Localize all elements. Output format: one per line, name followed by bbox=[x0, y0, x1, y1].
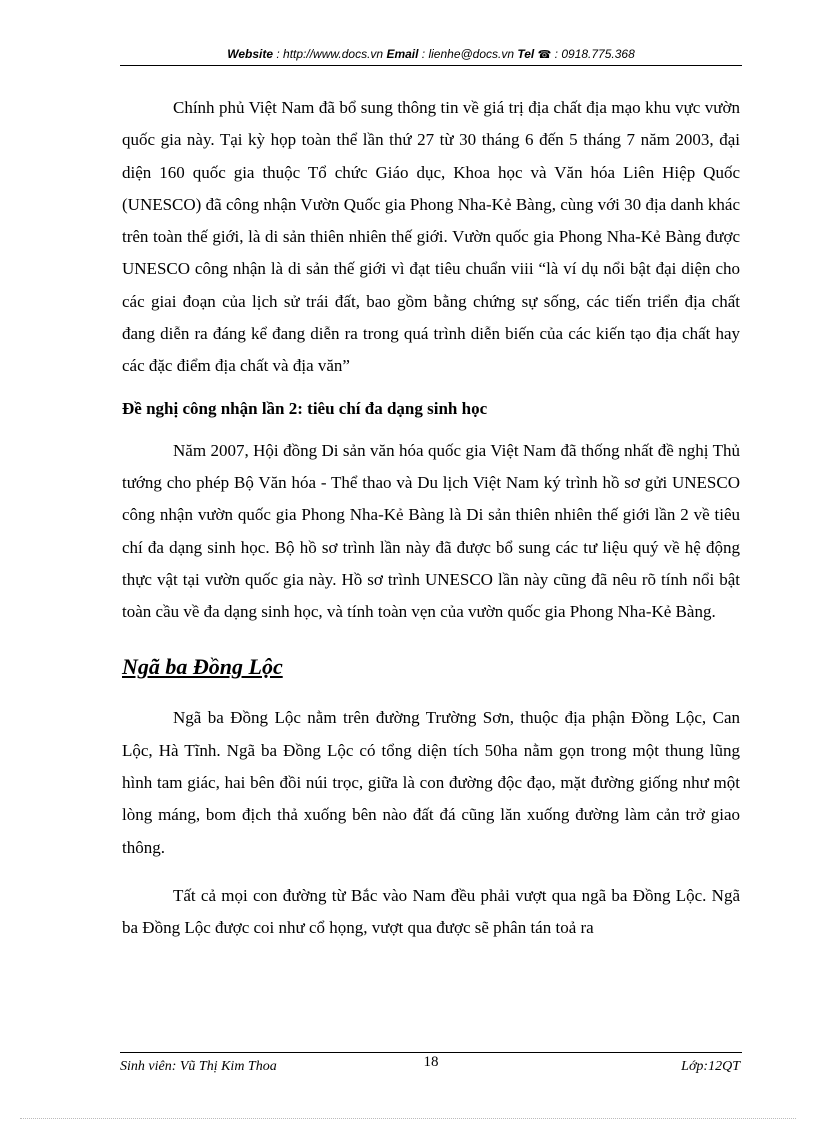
paragraph-dong-loc-location: Ngã ba Đồng Lộc nằm trên đường Trường Sơn, thuộc địa phận Đồng Lộc, Can Lộc, Hà Tĩnh. Ngã ba Đồng Lộc có tổng diện tích 50ha nằm gọn trong một thung lũng hình tam giác, hai bên đồi núi trọc, giữa là con đường độc đạo, mặt đường giống như một lòng máng, bom địch thả xuống bên nào đất đá cũng lăn xuống đường làm cản trở giao thông. bbox=[122, 708, 740, 857]
section-title-dong-loc: Ngã ba Đồng Lộc bbox=[122, 654, 283, 680]
page-footer bbox=[120, 1052, 742, 1079]
page-number: 18 bbox=[423, 1054, 439, 1070]
website-value: : http://www.docs.vn bbox=[276, 47, 384, 61]
tel-label: Tel bbox=[517, 47, 535, 61]
paragraph-dong-loc-roads: Tất cả mọi con đường từ Bắc vào Nam đều phải vượt qua ngã ba Đồng Lộc. Ngã ba Đồng Lộc được coi như cổ họng, vượt qua được sẽ phân tán toả ra bbox=[122, 885, 740, 938]
page-bottom-divider bbox=[20, 1118, 796, 1119]
email-label: Email bbox=[386, 47, 419, 61]
footer-class: Lớp:12QT bbox=[681, 1059, 740, 1074]
paragraph-2007-nomination: Năm 2007, Hội đồng Di sản văn hóa quốc gia Việt Nam đã thống nhất đề nghị Thủ tướng cho phép Bộ Văn hóa - Thể thao và Du lịch Việt Nam ký trình hồ sơ gửi UNESCO công nhận vườn quốc gia Phong Nha-Kẻ Bàng là Di sản thiên nhiên thế giới lần 2 về tiêu chí đa dạng sinh học. Bộ hồ sơ trình lần này đã được bổ sung các tư liệu quý về hệ động thực vật tại vườn quốc gia này. Hồ sơ trình UNESCO lần này cũng đã nêu rõ tính nổi bật toàn cầu về đa dạng sinh học, và tính toàn vẹn của vườn quốc gia Phong Nha-Kẻ Bàng. bbox=[122, 440, 740, 622]
tel-value: : 0918.775.368 bbox=[554, 47, 635, 61]
footer-student: Sinh viên: Vũ Thị Kim Thoa bbox=[120, 1059, 277, 1074]
email-value: : lienhe@docs.vn bbox=[421, 47, 515, 61]
page-header bbox=[120, 47, 742, 66]
website-label: Website bbox=[227, 47, 274, 61]
paragraph-unesco-recognition: Chính phủ Việt Nam đã bổ sung thông tin về giá trị địa chất địa mạo khu vực vườn quốc gia này. Tại kỳ họp toàn thể lần thứ 27 từ 30 tháng 6 đến 5 tháng 7 năm 2003, đại diện 160 quốc gia thuộc Tổ chức Giáo dục, Khoa học và Văn hóa Liên Hiệp Quốc (UNESCO) đã công nhận Vườn Quốc gia Phong Nha-Kẻ Bàng, cùng với 30 địa danh khác trên toàn thế giới, là di sản thiên nhiên thế giới. Vườn quốc gia Phong Nha-Kẻ Bàng được UNESCO công nhận là di sản thế giới vì đạt tiêu chuẩn viii “là ví dụ nổi bật đại diện cho các giai đoạn của lịch sử trái đất, bao gồm bằng chứng sự sống, các tiến triển địa chất đang diễn ra đáng kể đang diễn ra trong quá trình diễn biến của các kiến tạo địa chất hay các đặc điểm địa chất và địa văn” bbox=[122, 98, 740, 376]
page-body bbox=[122, 92, 740, 947]
phone-icon: ☎ bbox=[537, 49, 552, 61]
subheading-second-nomination: Đề nghị công nhận lần 2: tiêu chí đa dạng sinh học bbox=[122, 398, 488, 418]
